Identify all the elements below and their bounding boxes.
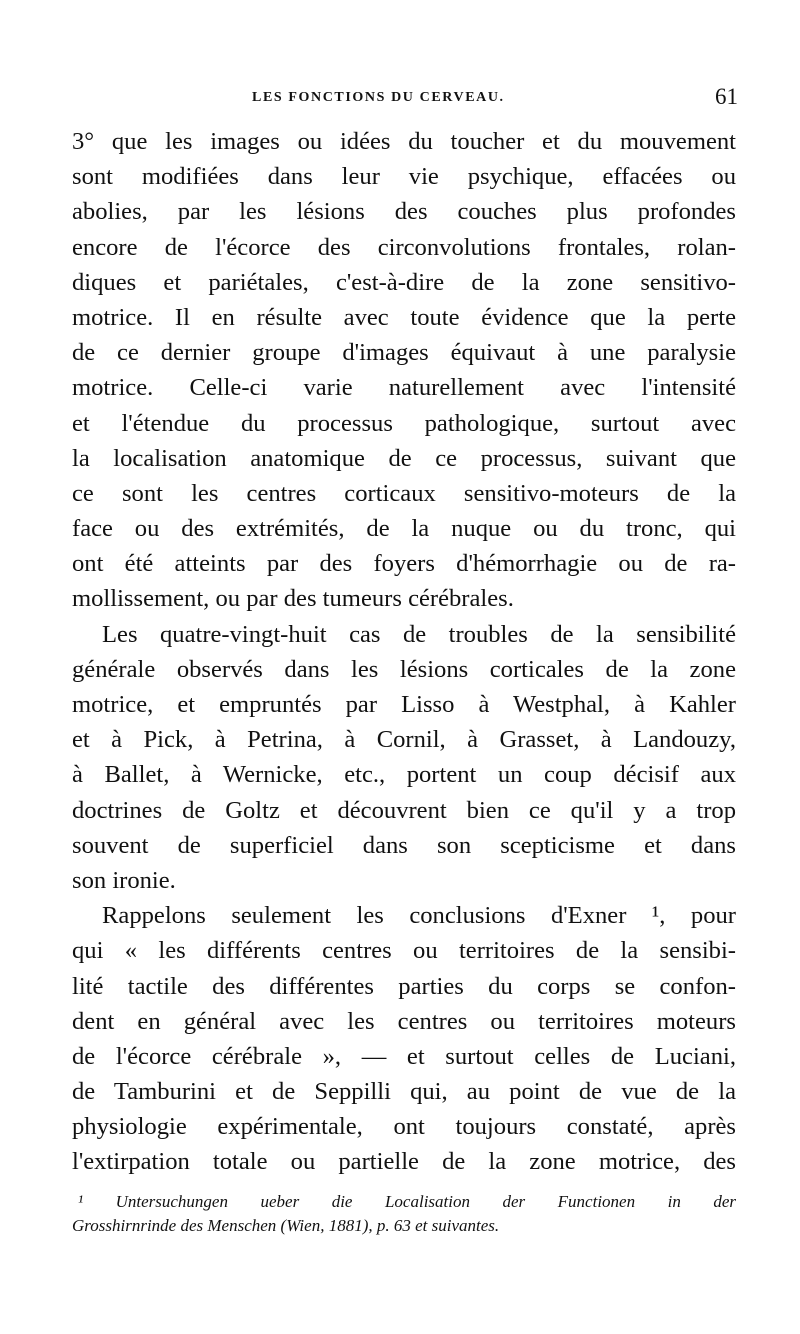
footnote-line: Grosshirnrinde des Menschen (Wien, 1881), p. 63 et suivantes. <box>72 1216 500 1235</box>
text-line: de Tamburini et de Seppilli qui, au point de vue de la <box>72 1078 736 1106</box>
text-line: ce sont les centres corticaux sensitivo-moteurs de la <box>72 479 736 507</box>
text-line: Rappelons seulement les conclusions d'Exner ¹, pour <box>102 902 736 930</box>
text-line: physiologie expérimentale, ont toujours constaté, après <box>72 1113 736 1141</box>
text-line: de l'écorce cérébrale », — et surtout celles de Luciani, <box>72 1042 736 1070</box>
text-line: 3° que les images ou idées du toucher et du mouvement <box>72 128 736 155</box>
text-line: dent en général avec les centres ou territoires moteurs <box>72 1007 736 1035</box>
text-line: abolies, par les lésions des couches plus profondes <box>72 198 736 226</box>
text-line: face ou des extrémités, de la nuque ou du tronc, qui <box>72 515 736 543</box>
text-line: l'extirpation totale ou partielle de la zone motrice, des <box>72 1148 736 1176</box>
text-line: sont modifiées dans leur vie psychique, effacées ou <box>72 163 736 191</box>
text-line: générale observés dans les lésions corticales de la zone <box>72 655 736 683</box>
text-line: encore de l'écorce des circonvolutions frontales, rolan- <box>72 233 736 261</box>
page-header <box>72 84 738 114</box>
text-line: diques et pariétales, c'est-à-dire de la zone sensitivo- <box>72 268 736 296</box>
page-number: 61 <box>715 84 738 109</box>
text-line: doctrines de Goltz et découvrent bien ce qu'il y a trop <box>72 796 736 824</box>
text-line: la localisation anatomique de ce processus, suivant que <box>72 444 736 472</box>
footnote <box>72 1190 736 1238</box>
text-line: Les quatre-vingt-huit cas de troubles de la sensibilité <box>102 620 736 648</box>
text-line: et l'étendue du processus pathologique, surtout avec <box>72 409 736 437</box>
text-line: souvent de superficiel dans son scepticisme et dans <box>72 831 736 859</box>
text-line: à Ballet, à Wernicke, etc., portent un coup décisif aux <box>72 761 736 789</box>
running-title: LES FONCTIONS DU CERVEAU. <box>252 90 505 105</box>
body-text <box>72 124 736 1180</box>
text-line: et à Pick, à Petrina, à Cornil, à Grasset, à Landouzy, <box>72 726 736 754</box>
text-line: de ce dernier groupe d'images équivaut à une paralysie <box>72 339 736 367</box>
text-line: son ironie. <box>72 866 176 894</box>
text-line: motrice. Celle-ci varie naturellement avec l'intensité <box>72 374 736 402</box>
text-line: motrice, et empruntés par Lisso à Westphal, à Kahler <box>72 691 736 718</box>
text-line: qui « les différents centres ou territoires de la sensibi- <box>72 937 736 965</box>
text-line: motrice. Il en résulte avec toute évidence que la perte <box>72 303 736 331</box>
text-line: lité tactile des différentes parties du corps se confon- <box>72 972 736 1000</box>
text-line: ont été atteints par des foyers d'hémorrhagie ou de ra- <box>72 550 736 578</box>
text-line: mollissement, ou par des tumeurs cérébrales. <box>72 585 514 613</box>
footnote-line: ¹ Untersuchungen ueber die Localisation der Functionen in der <box>78 1192 736 1211</box>
